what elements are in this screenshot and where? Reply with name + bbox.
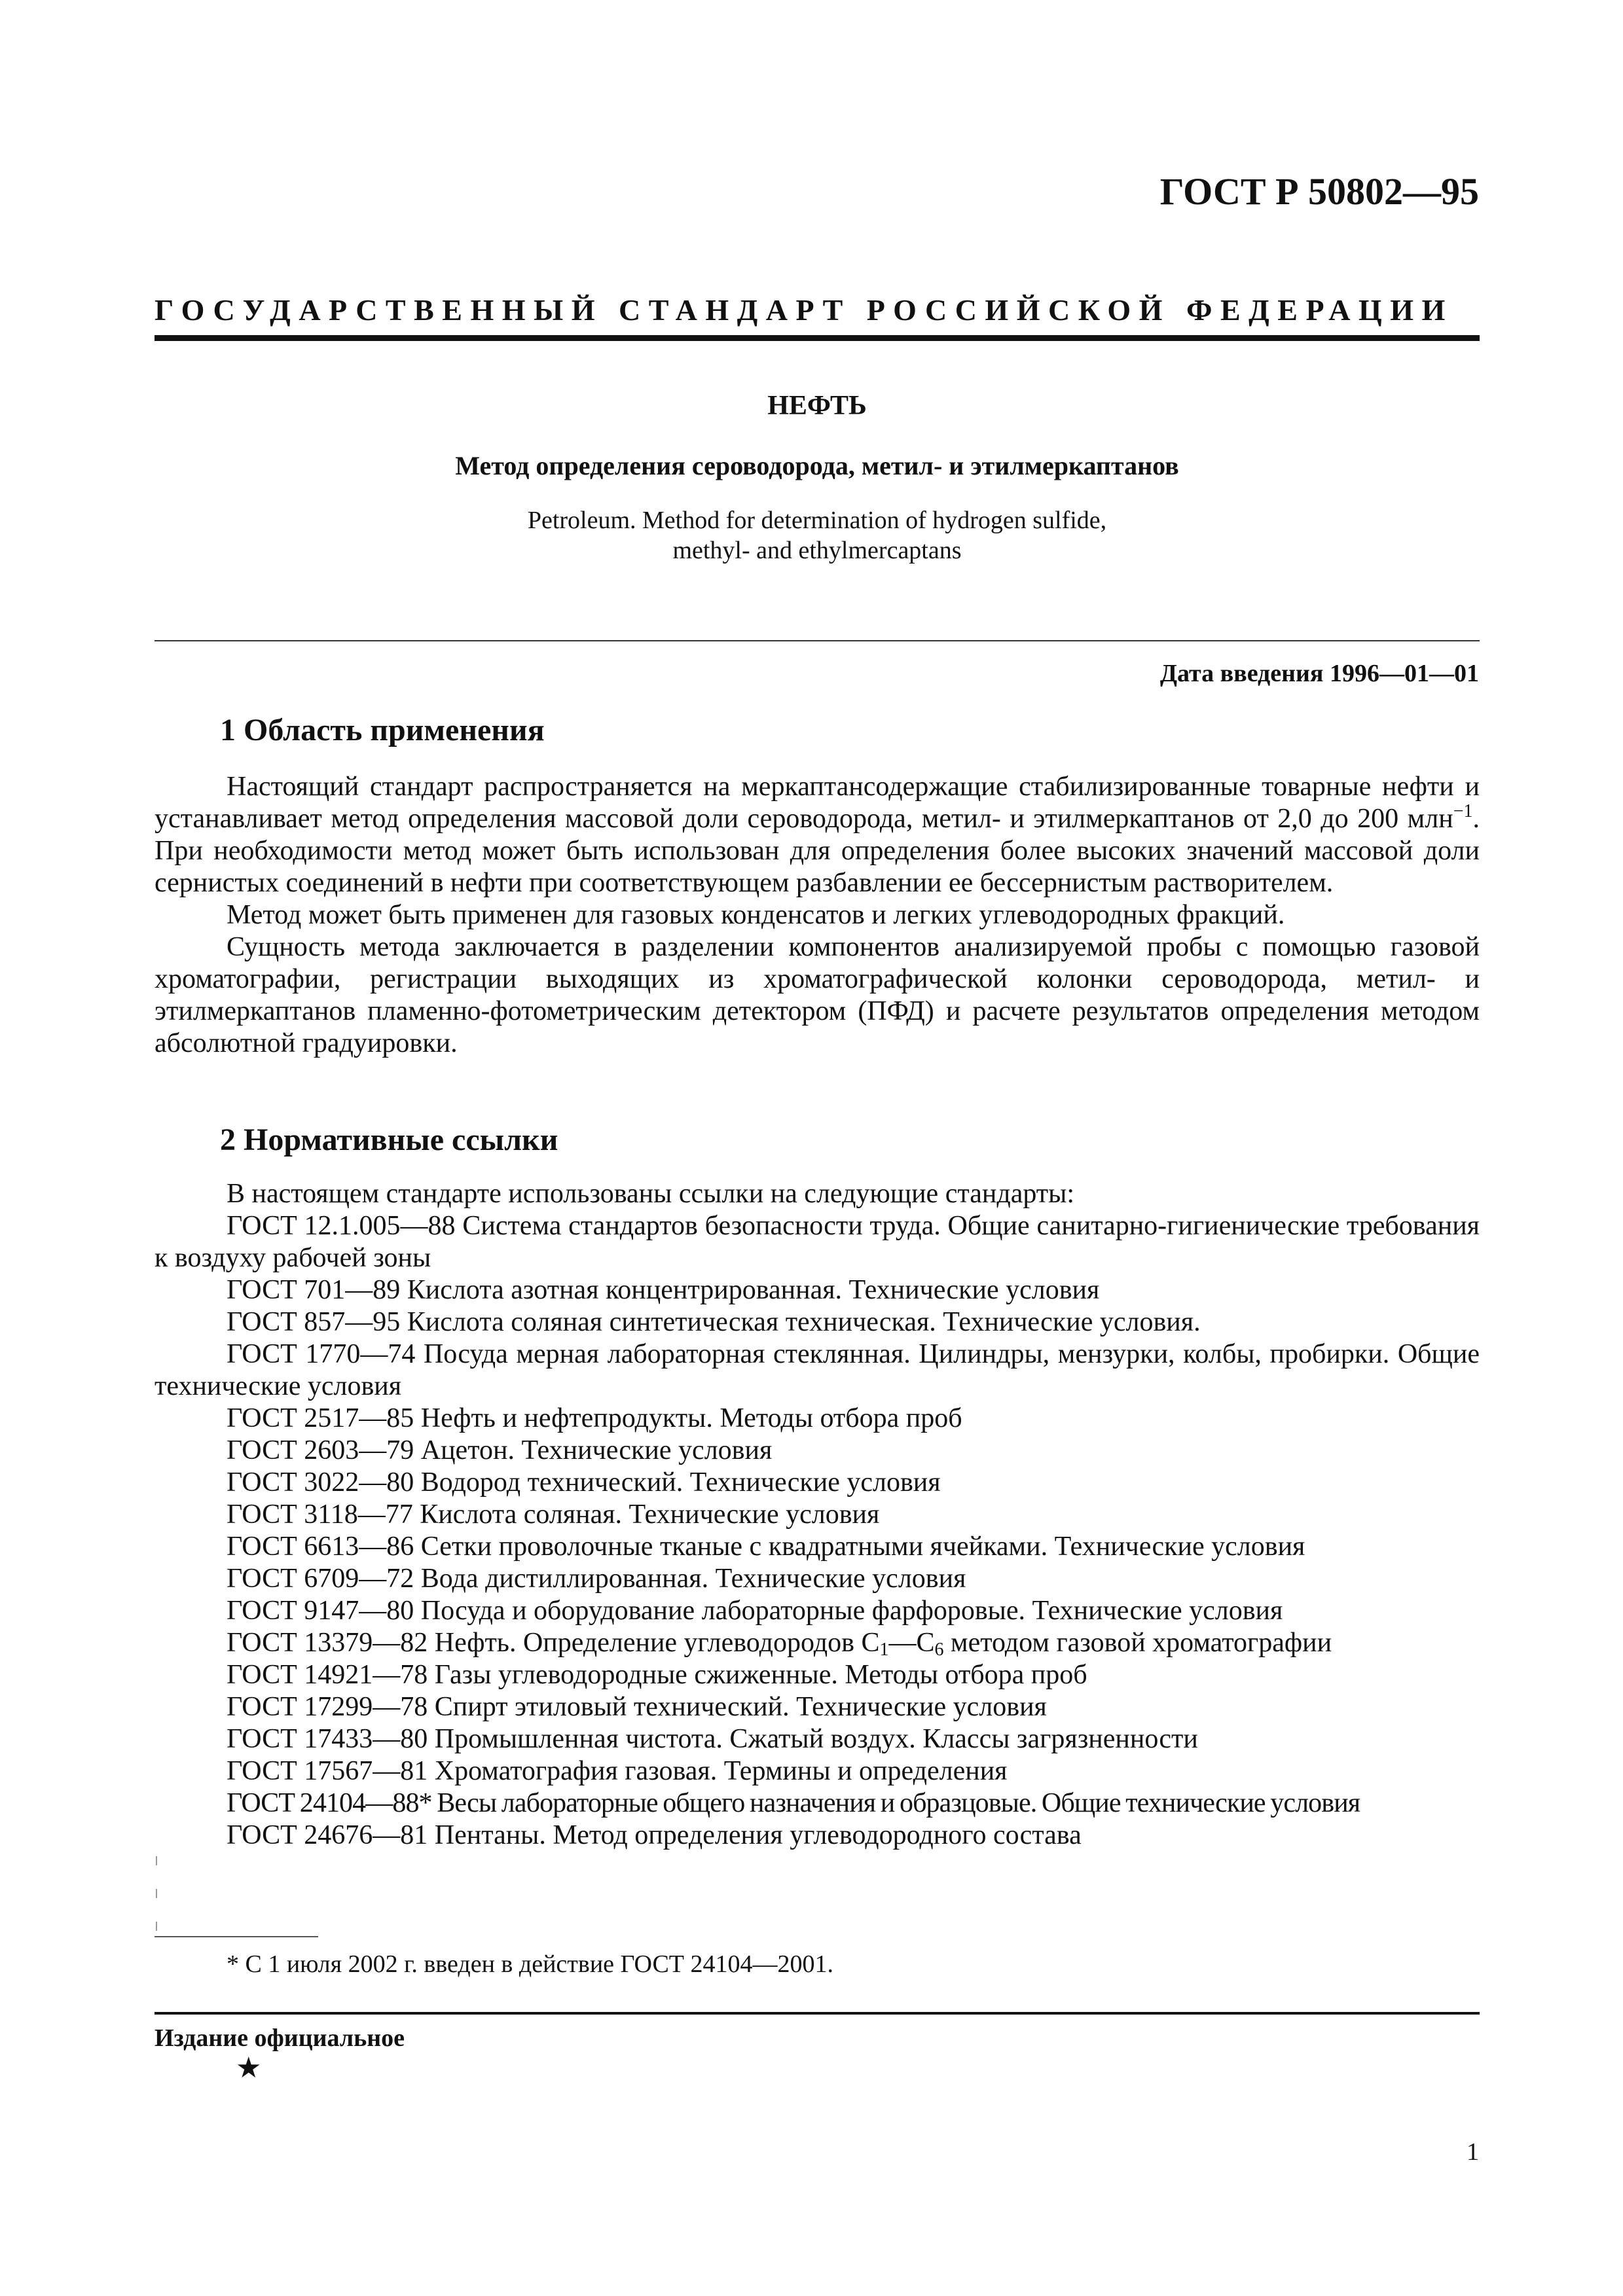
reference-item-13379 (155, 1627, 1480, 1659)
reference-item: ГОСТ 17567—81 Хроматография газовая. Термины и определения (227, 1756, 1008, 1786)
reference-item: ГОСТ 14921—78 Газы углеводородные сжиженные. Методы отбора проб (227, 1660, 1087, 1690)
reference-item: ГОСТ 3118—77 Кислота соляная. Технические условия (227, 1499, 880, 1530)
section-1-paragraph-1 (155, 771, 1480, 899)
header-rule (155, 335, 1480, 341)
reference-item: ГОСТ 2603—79 Ацетон. Технические условия (227, 1435, 773, 1465)
reference-item: ГОСТ 2517—85 Нефть и нефтепродукты. Методы отбора проб (227, 1403, 962, 1433)
star-icon: ★ (236, 2052, 262, 2084)
reference-item: ГОСТ 9147—80 Посуда и оборудование лабораторные фарфоровые. Технические условия (227, 1596, 1283, 1626)
document-subtitle: Метод определения сероводорода, метил- и этилмеркаптанов (455, 451, 1179, 480)
section-1-paragraph-3: Сущность метода заключается в разделении компонентов анализируемой пробы с помощью газовой хроматографии, регистрации выходящих из хроматографической колонки сероводорода, метил- и этилмеркаптанов пламенно-фотометрическим детектором (ПФД) и расчете результатов определения методом абсолютной градуировки. (155, 932, 1480, 1058)
reference-item: ГОСТ 12.1.005—88 Система стандартов безопасности труда. Общие санитарно-гигиенические требования к воздуху рабочей зоны (155, 1211, 1480, 1273)
agency-title: ГОСУДАРСТВЕННЫЙ СТАНДАРТ РОССИЙСКОЙ ФЕДЕРАЦИИ (155, 293, 1453, 327)
normative-references-list (155, 1210, 1480, 1852)
footer-rule (155, 2012, 1480, 2015)
carbon-subscript-1: 1 (879, 1640, 889, 1660)
doc-code: ГОСТ Р 50802—95 (1159, 170, 1479, 213)
section-1-body (155, 771, 1480, 1060)
english-title-line-1: Petroleum. Method for determination of hydrogen sulfide, (527, 507, 1107, 534)
footnote-separator (155, 1936, 318, 1937)
reference-item: ГОСТ 17299—78 Спирт этиловый технический. Технические условия (227, 1692, 1047, 1722)
reference-item: ГОСТ 1770—74 Посуда мерная лабораторная стеклянная. Цилиндры, мензурки, колбы, пробирки. Общие технические условия (155, 1339, 1480, 1401)
page-number: 1 (1467, 2138, 1479, 2166)
reference-item-24104: ГОСТ 24104—88* Весы лабораторные общего назначения и образцовые. Общие технические условия (227, 1788, 1360, 1818)
official-edition-label: Издание официальное (155, 2024, 405, 2052)
margin-tick (156, 1856, 157, 1865)
section-1-paragraph-2: Метод может быть применен для газовых конденсатов и легких углеводородных фракций. (227, 900, 1285, 930)
introduction-date: Дата введения 1996—01—01 (1159, 660, 1479, 687)
reference-item: ГОСТ 6613—86 Сетки проволочные тканые с квадратными ячейками. Технические условия (227, 1532, 1305, 1562)
paragraph-1-text-b: . При необходимости метод может быть использован для определения более высоких значений массовой доли сернистых соединений в нефти при соответствующем разбавлении ее бессернистым растворителем. (155, 804, 1480, 898)
reference-13379-text-b: методом газовой хроматографии (943, 1628, 1332, 1658)
unit-exponent: −1 (1453, 801, 1473, 821)
reference-item: ГОСТ 6709—72 Вода дистиллированная. Технические условия (227, 1564, 966, 1594)
reference-item: ГОСТ 3022—80 Водород технический. Технические условия (227, 1467, 941, 1498)
reference-13379-dash: —С (888, 1628, 935, 1658)
reference-item: ГОСТ 701—89 Кислота азотная концентрированная. Технические условия (227, 1275, 1100, 1305)
reference-item: ГОСТ 24676—81 Пентаны. Метод определения углеводородного состава (227, 1820, 1082, 1850)
section-2-intro: В настоящем стандарте использованы ссылки на следующие стандарты: (227, 1179, 1075, 1209)
footnote: * С 1 июля 2002 г. введен в действие ГОСТ 24104—2001. (227, 1950, 834, 1978)
document-title: НЕФТЬ (767, 391, 867, 421)
margin-tick (156, 1922, 157, 1931)
reference-item: ГОСТ 857—95 Кислота соляная синтетическая техническая. Технические условия. (227, 1307, 1201, 1337)
section-1-heading: 1 Область применения (220, 713, 545, 747)
english-title-line-2: methyl- and ethylmercaptans (672, 537, 962, 564)
english-title (155, 505, 1480, 565)
margin-tick (156, 1889, 157, 1898)
title-rule (155, 640, 1480, 641)
reference-item: ГОСТ 17433—80 Промышленная чистота. Сжатый воздух. Классы загрязненности (227, 1724, 1198, 1754)
paragraph-1-text-a: Настоящий стандарт распространяется на меркаптансодержащие стабилизированные товарные нефти и устанавливает метод определения массовой доли сероводорода, метил- и этилмеркаптанов от 2,0 до 200 млн (155, 772, 1480, 834)
carbon-subscript-6: 6 (934, 1640, 944, 1660)
section-2-body (155, 1178, 1480, 1852)
reference-13379-text-a: ГОСТ 13379—82 Нефть. Определение углеводородов С (227, 1628, 880, 1658)
section-2-heading: 2 Нормативные ссылки (220, 1122, 558, 1157)
